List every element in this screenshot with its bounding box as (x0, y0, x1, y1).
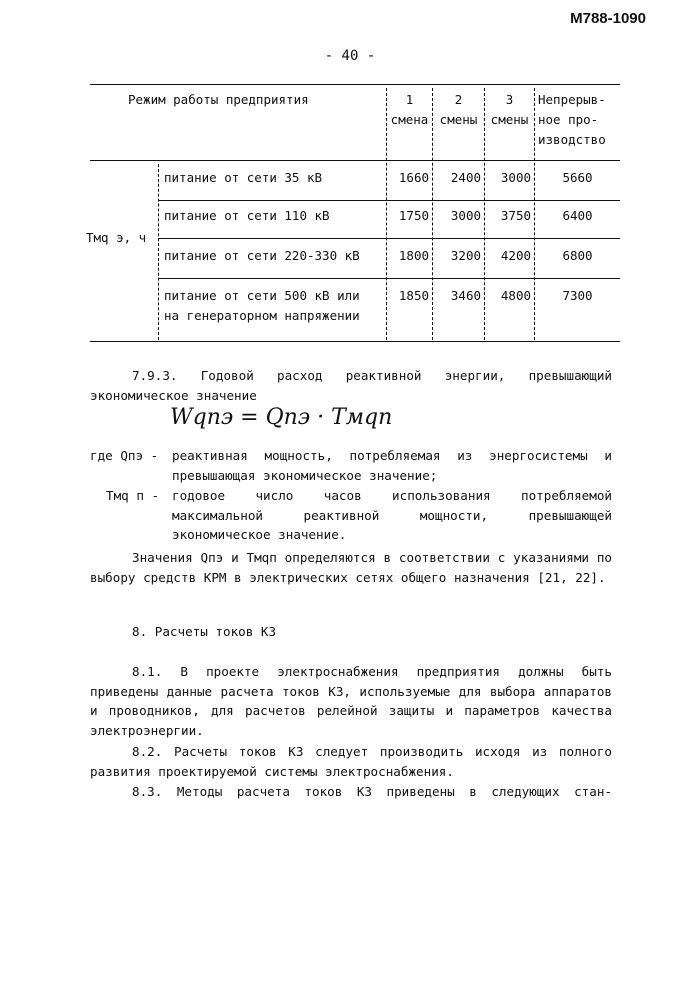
formula-wqpe: Wqпэ = Qпэ · Tмqп (170, 405, 393, 430)
row-4-val-1: 1850 (398, 288, 429, 303)
page-number: - 40 - (324, 48, 376, 64)
where-2-definition: годовое число часов использования потребляемой максимальной реактивной мощности, превышающей экономическое значение. (172, 488, 612, 542)
header-col-4-line1: Непрерыв- (538, 92, 606, 107)
paragraph-8-3: 8.3. Методы расчета токов КЗ приведены в следующих стан- (132, 784, 612, 799)
row-2-val-1: 1750 (398, 208, 429, 223)
row-4-label-line2: на генераторном напряжении (164, 308, 360, 323)
section-793-line1: 7.9.3. Годовой расход реактивной энергии, превышающий (132, 368, 612, 383)
row-label-tmq: Тмq э, ч (86, 230, 147, 245)
paragraph-8-2: 8.2. Расчеты токов КЗ следует производить исходя из полного развития проектируемой системы электроснабжения. (90, 744, 612, 779)
where-2-term: Тмq п - (106, 488, 160, 503)
header-col-1-line1: 1 (405, 92, 414, 107)
header-mode: Режим работы предприятия (128, 92, 309, 107)
table-bottom-rule (90, 341, 620, 342)
work-mode-table (86, 84, 620, 344)
header-col-2-line1: 2 (454, 92, 463, 107)
row-2-val-3: 3750 (500, 208, 531, 223)
row-rule (158, 278, 620, 279)
row-4-val-2: 3460 (450, 288, 481, 303)
where-1-definition: реактивная мощность, потребляемая из энергосистемы и превышающая экономическое значение; (172, 448, 612, 483)
section-8-title: 8. Расчеты токов КЗ (132, 624, 277, 639)
row-3-val-4: 6800 (562, 248, 593, 263)
row-1-label: питание от сети 35 кВ (164, 170, 323, 185)
row-3-val-3: 4200 (500, 248, 531, 263)
header-col-4-line2: ное про- (538, 112, 599, 127)
row-rule (158, 200, 620, 201)
header-col-4-line3: изводство (538, 132, 606, 147)
row-1-val-2: 2400 (450, 170, 481, 185)
row-4-val-3: 4800 (500, 288, 531, 303)
header-col-1-line2: смена (390, 112, 429, 127)
row-1-val-3: 3000 (500, 170, 531, 185)
document-id: М788-1090 (570, 10, 646, 27)
section-793-line2: экономическое значение (90, 388, 257, 403)
row-rule (158, 238, 620, 239)
row-1-val-1: 1660 (398, 170, 429, 185)
column-divider (158, 164, 159, 340)
row-3-val-2: 3200 (450, 248, 481, 263)
row-2-label: питание от сети 110 кВ (164, 208, 330, 223)
table-header-rule (90, 160, 620, 161)
row-1-val-4: 5660 (562, 170, 593, 185)
row-2-val-2: 3000 (450, 208, 481, 223)
row-4-label-line1: питание от сети 500 кВ или (164, 288, 360, 303)
header-col-3-line1: 3 (505, 92, 514, 107)
row-4-val-4: 7300 (562, 288, 593, 303)
table-top-rule (90, 84, 620, 85)
row-3-label: питание от сети 220-330 кВ (164, 248, 360, 263)
header-col-3-line2: смены (490, 112, 529, 127)
row-2-val-4: 6400 (562, 208, 593, 223)
where-1-term: где Qпэ - (90, 448, 159, 463)
paragraph-8-1: 8.1. В проекте электроснабжения предприятия должны быть приведены данные расчета токов КЗ, используемые для выбора аппаратов и проводников, для расчетов релейной защиты и параметров качества электроэнергии. (90, 664, 612, 738)
row-3-val-1: 1800 (398, 248, 429, 263)
note-paragraph: Значения Qпэ и Тмqп определяются в соответствии с указаниями по выбору средств КРМ в электрических сетях общего назначения [21, 22]. (90, 550, 612, 585)
header-col-2-line2: смены (439, 112, 478, 127)
